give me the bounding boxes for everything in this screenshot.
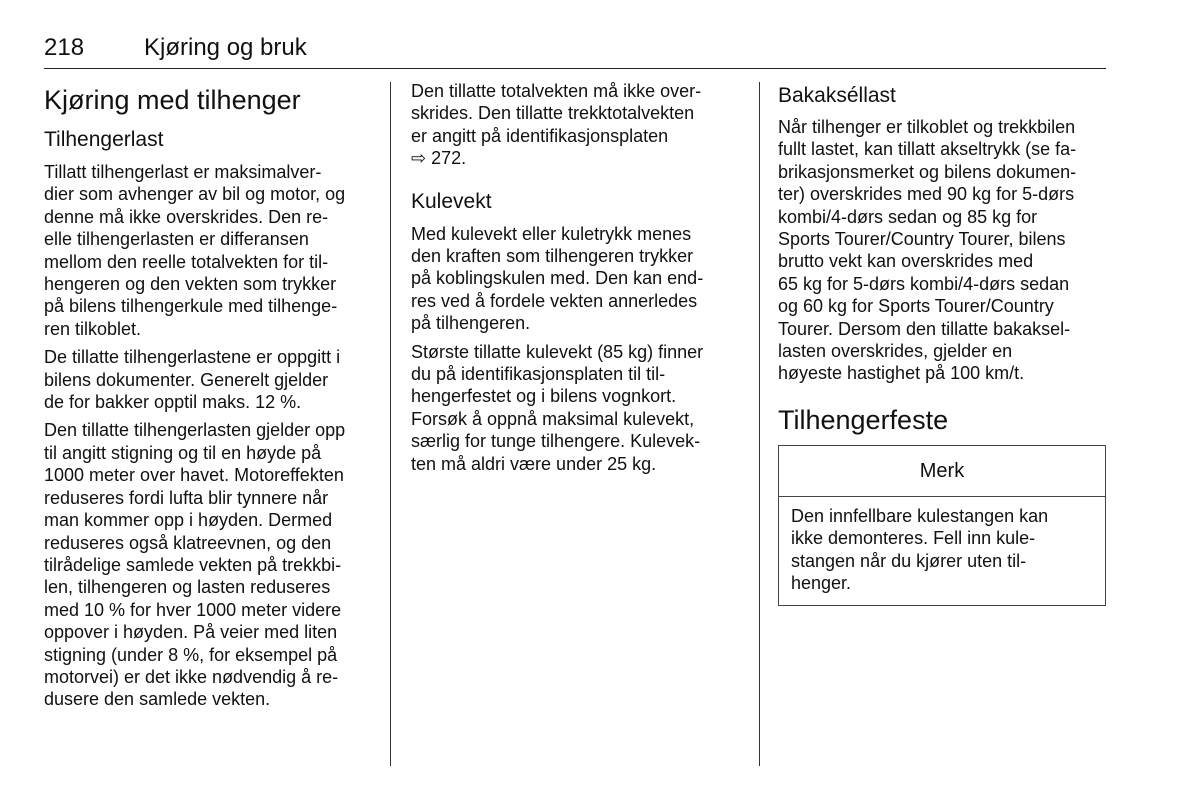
column-left	[44, 80, 380, 711]
subheading-trailer-load: Tilhengerlast	[44, 128, 164, 151]
paragraph: Med kulevekt eller kuletrykk menes den kraften som tilhengeren trykker på koblingskulen med. Den kan end- res ved å fordele vekten annerledes på tilhengeren.	[411, 223, 704, 334]
subheading-ball-weight: Kulevekt	[411, 189, 492, 213]
paragraph: De tillatte tilhengerlastene er oppgitt i bilens dokumenter. Generelt gjelder de for bakker opptil maks. 12 %.	[44, 347, 341, 413]
chapter-title: Kjøring og bruk	[144, 34, 307, 61]
paragraph: Når tilhenger er tilkoblet og trekkbilen fullt lastet, kan tillatt akseltrykk (se fa- brikasjonsmerket og bilens dokumen- ter) overskrides med 90 kg for 5-dørs kombi/4-dørs sedan og 85 kg for Sports Tourer/Country Tourer, bilens brutto vekt kan overskrides med 65 kg for 5-dørs kombi/4-dørs sedan og 60 kg for Sports Tourer/Country Tourer. Dersom den tillatte bakaksel- lasten overskrides, gjelder en høyeste hastighet på 100 km/t.	[778, 117, 1077, 384]
column-right	[778, 80, 1108, 606]
section-title-towbar: Tilhengerfeste	[778, 404, 949, 435]
column-divider	[390, 82, 391, 766]
subheading-rear-axle-load: Bakakséllast	[778, 84, 896, 107]
page-header	[44, 34, 1106, 69]
column-middle	[411, 80, 741, 475]
page-number: 218	[44, 34, 85, 61]
note-heading: Merk	[779, 446, 1105, 497]
column-divider	[759, 82, 760, 766]
paragraph: Tillatt tilhengerlast er maksimalver- dier som avhenger av bil og motor, og denne må ikke overskrides. Den re- elle tilhengerlasten er differansen mellom den reelle totalvekten for til- hengeren og den vekten som trykker på bilens tilhengerkule med tilhenge- ren tilkoblet.	[44, 162, 346, 339]
note-box	[778, 445, 1106, 606]
note-text: Den innfellbare kulestangen kan ikke demonteres. Fell inn kule- stangen når du kjører uten til- henger.	[791, 505, 1049, 594]
paragraph: Den tillatte tilhengerlasten gjelder opp til angitt stigning og til en høyde på 1000 meter over havet. Motoreffekten reduseres fordi lufta blir tynnere når man kommer opp i høyden. Dermed reduseres også klatreevnen, og den tilrådelige samlede vekten på trekkbi- len, tilhengeren og lasten reduseres med 10 % for hver 1000 meter videre oppover i høyden. På veier med liten stigning (under 8 %, for eksempel på motorvei) er det ikke nødvendig å re- dusere den samlede vekten.	[44, 420, 346, 710]
section-title: Kjøring med tilhenger	[44, 85, 301, 115]
paragraph: Største tillatte kulevekt (85 kg) finner du på identifikasjonsplaten til til- hengerfestet og i bilens vognkort. Forsøk å oppnå maksimal kulevekt, særlig for tunge tilhengere. Kulevek- ten må aldri være under 25 kg.	[411, 341, 704, 474]
paragraph: Den tillatte totalvekten må ikke over- skrides. Den tillatte trekktotalvekten er angitt på identifikasjonsplaten ⇨ 272.	[411, 81, 702, 169]
